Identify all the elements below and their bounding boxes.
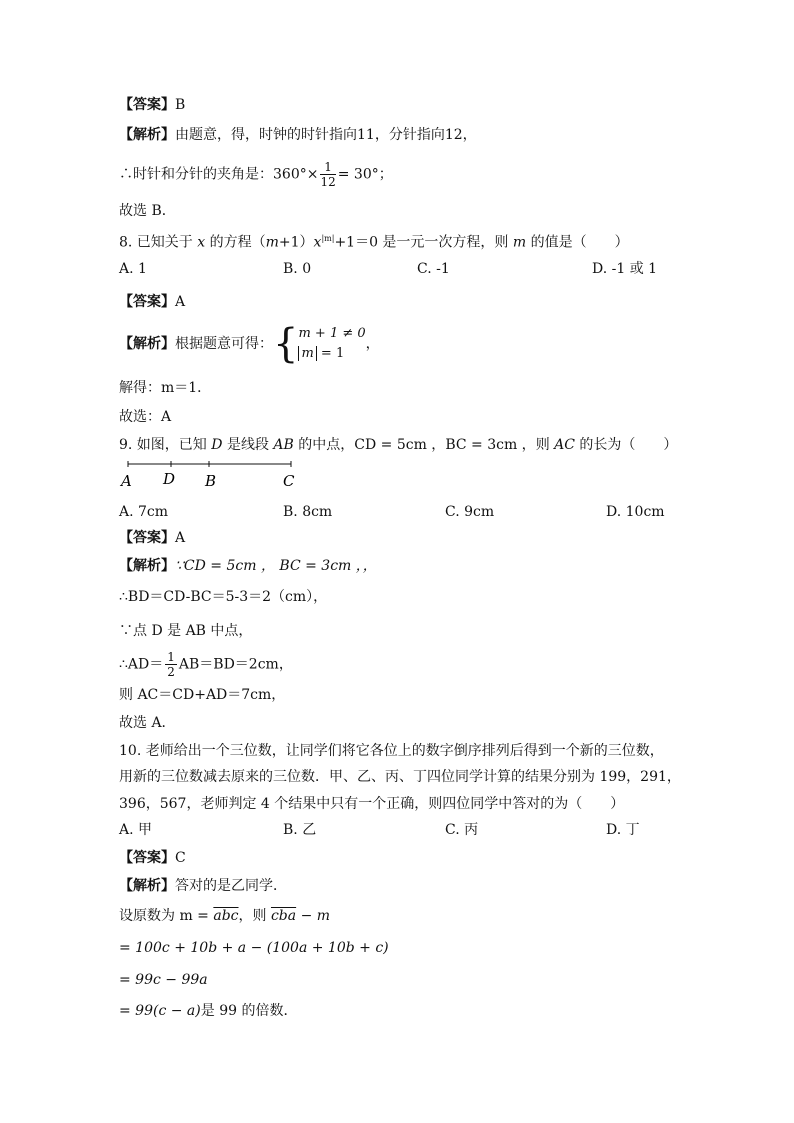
q10-stem-line3: 396，567，老师判定 4 个结果中只有一个正确，则四位同学中答对的为（ ） (119, 796, 625, 812)
stem-text: +1＝0 是一元一次方程，则 (334, 234, 513, 251)
var-x: x (197, 234, 206, 251)
var-x: x (313, 234, 322, 251)
given-bc: BC = 3cm ， (445, 437, 536, 453)
exponent: |m| (321, 234, 335, 243)
q10-derivation-3: = 99c − 99a (119, 972, 208, 988)
stem-text: 的长为（ ） (574, 437, 678, 453)
q10-answer-line (119, 848, 186, 868)
q10-option-a: A. 甲 (119, 822, 153, 838)
stem-text: 9. 如图，已知 (119, 437, 212, 453)
q9-answer-line (119, 528, 185, 548)
q9-analysis-line5: 则 AC＝CD+AD＝7cm， (119, 687, 286, 703)
point-label-c: C (283, 472, 295, 490)
q9-option-a: A. 7cm (119, 504, 169, 520)
equation-system (298, 324, 365, 364)
point-label-d: D (163, 470, 176, 488)
fraction-denominator: 2 (167, 665, 175, 679)
q7-answer-line (119, 95, 185, 115)
q10-derivation-1 (119, 906, 330, 926)
derivation-text: 是 99 的倍数． (200, 1003, 298, 1019)
system-line (298, 344, 365, 364)
q10-derivation-4 (119, 1001, 297, 1021)
derivation-text: − m (296, 908, 331, 924)
q9-analysis-line3: ∵点 D 是 AB 中点， (119, 623, 253, 639)
q9-stem (119, 435, 677, 455)
stem-text: 的方程（ (205, 234, 266, 251)
point-label-a: A (121, 472, 132, 490)
analysis-text: ∴时针和分针的夹角是： (119, 166, 273, 183)
q8-option-a: A. 1 (119, 261, 147, 277)
q8-answer-line (119, 292, 185, 312)
derivation-text: ，则 (238, 908, 271, 924)
analysis-text: 由题意，得，时钟的时针指向11，分针指向12， (175, 127, 477, 143)
q7-analysis-line2 (119, 160, 393, 189)
answer-tag: 【答案】 (119, 530, 175, 546)
analysis-text: ∴AD＝ (119, 656, 164, 673)
derivation-text: = 99(c − a) (119, 1003, 201, 1019)
answer-tag: 【答案】 (119, 850, 175, 866)
q8-solve: 解得：m＝1． (119, 380, 212, 396)
system-eq2: = 1 (316, 346, 345, 361)
answer-value: C (175, 850, 186, 866)
q8-option-d: D. -1 或 1 (592, 261, 658, 277)
q8-option-c: C. -1 (417, 261, 450, 277)
analysis-tag: 【解析】 (119, 127, 175, 143)
var-ab: AB (273, 437, 294, 453)
answer-tag: 【答案】 (119, 97, 175, 113)
fraction (165, 650, 177, 679)
fraction-numerator: 1 (320, 160, 335, 175)
q10-analysis-line (119, 876, 287, 896)
q8-conclusion: 故选：A (119, 409, 172, 425)
system-line (298, 324, 365, 344)
fraction-denominator: 12 (320, 175, 336, 189)
q10-option-b: B. 乙 (283, 822, 317, 838)
q9-option-d: D. 10cm (606, 504, 665, 520)
system-eq1: m + 1 ≠ 0 (298, 326, 366, 341)
q10-option-c: C. 丙 (445, 822, 479, 838)
stem-text: 则 (535, 437, 555, 453)
stem-text: +1） (278, 234, 314, 251)
overline-abc: $\overline{abc}$ (213, 908, 239, 924)
answer-value: A (175, 530, 186, 546)
answer-tag: 【答案】 (119, 294, 175, 310)
fraction (320, 160, 335, 189)
q10-stem-line2: 用新的三位数减去原来的三位数．甲、乙、丙、丁四位同学计算的结果分别为 199，291， (119, 769, 681, 785)
analysis-tag: 【解析】 (119, 558, 175, 574)
segment-diagram (119, 456, 319, 496)
formula-part: 360°× (273, 166, 319, 183)
stem-text: 的中点， (293, 437, 355, 453)
var-d: D (211, 437, 223, 453)
q8-stem (119, 229, 629, 253)
derivation-text: 设原数为 m = (119, 908, 214, 924)
analysis-text: ∵CD = 5cm ， BC = 3cm ，， (175, 558, 377, 574)
given-cd: CD = 5cm ， (354, 437, 446, 453)
var-m: m (265, 234, 279, 251)
point-label-b: B (205, 472, 217, 490)
analysis-tag: 【解析】 (119, 878, 175, 894)
stem-text: 8. 已知关于 (119, 234, 198, 251)
formula-part: = 30° (337, 166, 379, 183)
q9-analysis-line2: ∴BD＝CD-BC＝5-3＝2（cm）， (119, 589, 328, 605)
var-m: m (512, 234, 527, 251)
answer-value: B (175, 97, 186, 113)
left-brace: { (273, 321, 299, 367)
analysis-text: 根据题意可得： (175, 336, 273, 352)
q7-analysis-line1 (119, 125, 477, 145)
var-ac: AC (554, 437, 575, 453)
punct: ； (378, 166, 393, 183)
punct: ， (365, 336, 380, 352)
q9-option-b: B. 8cm (283, 504, 333, 520)
fraction-numerator: 1 (167, 650, 175, 664)
analysis-text: 答对的是乙同学． (175, 878, 287, 894)
q8-analysis (119, 322, 380, 366)
q10-derivation-2: = 100c + 10b + a − (100a + 10b + c) (119, 940, 389, 956)
stem-text: 的值是（ ） (526, 234, 629, 251)
q9-analysis-line4 (119, 650, 293, 679)
q7-conclusion: 故选 B． (119, 203, 176, 219)
stem-text: 是线段 (222, 437, 274, 453)
q8-option-b: B. 0 (283, 261, 312, 277)
q10-stem-line1: 10. 老师给出一个三位数，让同学们将它各位上的数字倒序排列后得到一个新的三位数， (119, 743, 664, 759)
overline-cba: $\overline{cba}$ (270, 908, 297, 924)
abs-m: m (298, 346, 316, 361)
q10-option-d: D. 丁 (606, 822, 640, 838)
q9-option-c: C. 9cm (445, 504, 495, 520)
analysis-tag: 【解析】 (119, 336, 175, 352)
answer-value: A (175, 294, 186, 310)
analysis-text: AB＝BD＝2cm， (178, 656, 293, 673)
q9-analysis-line1 (119, 556, 377, 576)
q9-conclusion: 故选 A． (119, 715, 176, 731)
